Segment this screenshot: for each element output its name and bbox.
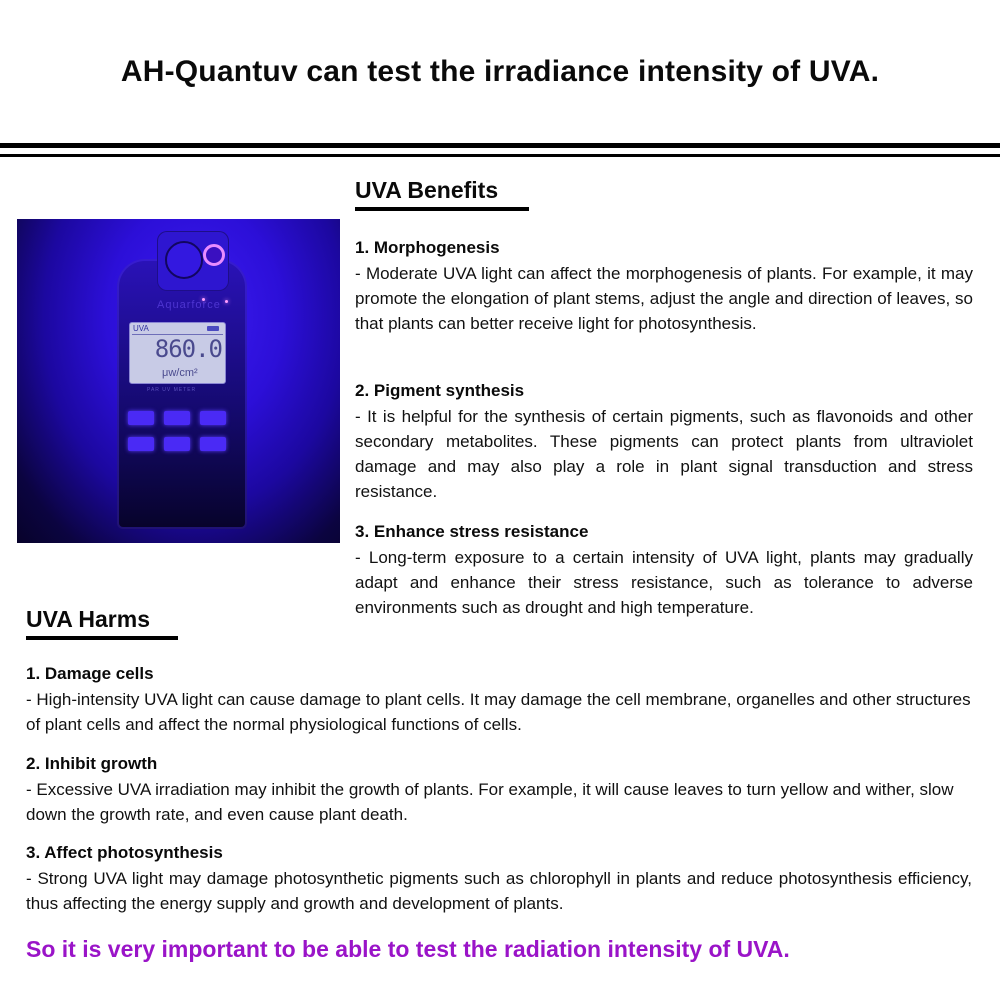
- brand-label: Aquarforce: [157, 299, 221, 311]
- harms-heading: UVA Harms: [26, 606, 150, 632]
- benefit-body: - It is helpful for the synthesis of certain pigments, such as flavonoids and other secondary metabolites. These pigments can protect plants from ultraviolet damage and may also play a role in plant signal transduction and stress resistance.: [355, 407, 973, 501]
- meter-screen: [129, 322, 226, 384]
- meter-key: [200, 411, 226, 425]
- divider-thick: [0, 143, 1000, 148]
- led-indicator-icon: [225, 300, 228, 303]
- benefit-title: 1. Morphogenesis: [355, 238, 500, 257]
- benefit-body: - Moderate UVA light can affect the morphogenesis of plants. For example, it may promote the elongation of plant stems, adjust the angle and direction of leaves, so that plants can better receive light for photosynthesis.: [355, 264, 973, 333]
- product-photo: [17, 219, 340, 543]
- benefit-body: - Long-term exposure to a certain intensity of UVA light, plants may gradually adapt and enhance their stress resistance, such as tolerance to adverse environments such as drought and high temperature.: [355, 548, 973, 617]
- meter-key: [128, 437, 154, 451]
- closing-statement: So it is very important to be able to test the radiation intensity of UVA.: [26, 936, 790, 962]
- harm-title: 2. Inhibit growth: [26, 754, 158, 773]
- page-title: AH-Quantuv can test the irradiance intensity of UVA.: [120, 55, 880, 88]
- harm-body: - High-intensity UVA light can cause damage to plant cells. It may damage the cell membrane, organelles and other structures of plant cells and affect the normal physiological functions of cells.: [26, 690, 971, 734]
- divider-thin: [0, 154, 1000, 157]
- model-label: PAR UV METER: [147, 387, 197, 393]
- benefits-heading: UVA Benefits: [355, 177, 499, 203]
- sensor-ring-icon: [203, 244, 225, 266]
- harm-title: 1. Damage cells: [26, 664, 154, 683]
- harm-body: - Strong UVA light may damage photosynthetic pigments such as chlorophyll in plants and reduce photosynthesis efficiency, thus affecting the energy supply and growth and development of plants.: [26, 869, 972, 913]
- screen-reading: 860.0: [154, 335, 222, 363]
- benefits-heading-underline: [355, 207, 529, 211]
- harm-title: 3. Affect photosynthesis: [26, 843, 223, 862]
- meter-key: [200, 437, 226, 451]
- meter-key: [128, 411, 154, 425]
- harm-body: - Excessive UVA irradiation may inhibit the growth of plants. For example, it will cause leaves to turn yellow and wither, slow down the growth rate, and even cause plant death.: [26, 780, 954, 824]
- meter-key: [164, 437, 190, 451]
- battery-icon: [207, 326, 219, 331]
- screen-unit: μw/cm²: [162, 367, 198, 379]
- harms-heading-underline: [26, 636, 178, 640]
- benefit-title: 2. Pigment synthesis: [355, 381, 525, 400]
- sensor-lens-icon: [165, 241, 203, 279]
- screen-mode: UVA: [133, 324, 149, 333]
- benefit-title: 3. Enhance stress resistance: [355, 522, 589, 541]
- meter-key: [164, 411, 190, 425]
